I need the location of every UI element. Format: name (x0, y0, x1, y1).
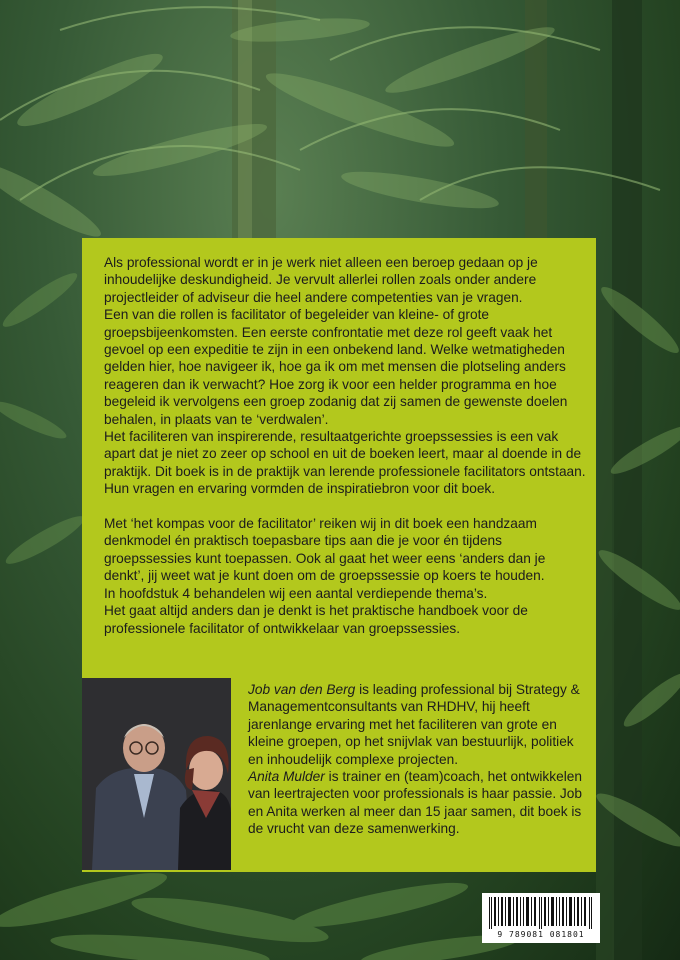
bio-anita (248, 768, 586, 838)
author-bio (248, 681, 586, 838)
paragraph-gap (104, 498, 586, 515)
barcode-bars (489, 897, 593, 929)
blurb-paragraph-3: Het faciliteren van inspirerende, resultaatgerichte groepssessies is een vak apart dat je niet zo zeer op school en uit de boeken leert, maar al doende in de praktijk. Dit boek is in de praktijk van lerende professionele facilitators ontstaan. Hun vragen en ervaring vormden de inspiratiebron voor dit boek. (104, 429, 586, 497)
author-name-job: Job van den Berg (248, 682, 356, 697)
text-panel (82, 238, 596, 872)
bio-anita-text: is trainer en (team)coach, het ontwikkelen van leertrajecten voor professionals is haar passie. Job en Anita werken al meer dan 15 jaar samen, dit boek is de vrucht van deze samenwerking. (248, 769, 583, 837)
bio-job (248, 681, 586, 768)
isbn-barcode (482, 893, 600, 943)
isbn-digits: 9 789081 081801 (497, 930, 585, 939)
author-portrait-illustration (82, 678, 231, 870)
blurb-paragraph-6: Het gaat altijd anders dan je denkt is het praktische handboek voor de professionele facilitator of ontwikkelaar van groepssessies. (104, 603, 528, 636)
bio-job-text: is leading professional bij Strategy & Managementconsultants van RHDHV, hij heeft jarenlange ervaring met het faciliteren van grote en kleine groepen, op het snijvlak van bestuurlijk, politiek en inhoudelijk complexe projecten. (248, 682, 580, 767)
author-photo (82, 678, 231, 870)
blurb-paragraph-2: Een van die rollen is facilitator of begeleider van kleine- of grote groepsbijeenkomsten. Een eerste confrontatie met deze rol geeft vaak het gevoel op een expeditie te zijn in een onbekend land. Welke wetmatigheden gelden hier, hoe navigeer ik, hoe ga ik om met mensen die plotseling anders reageren dan ik verwacht? Hoe zorg ik voor een helder programma en hoe begeleid ik vervolgens een groep zodanig dat zij samen de gewenste doelen behalen, in plaats van te ‘verdwalen’. (104, 307, 568, 427)
blurb-paragraph-5: In hoofdstuk 4 behandelen wij een aantal verdiepende thema’s. (104, 585, 488, 601)
author-name-anita: Anita Mulder (248, 769, 325, 785)
blurb-paragraph-4: Met ‘het kompas voor de facilitator’ reiken wij in dit boek een handzaam denkmodel én praktisch toepasbare tips aan die je voor én tijdens groepssessies kunt toepassen. Ook al gaat het weer eens ‘anders dan je denkt’, jij weet wat je kunt doen om de groepssessie op koers te houden. (104, 516, 546, 584)
blurb-paragraph-1: Als professional wordt er in je werk niet alleen een beroep gedaan op je inhoudelijke deskundigheid. Je vervult allerlei rollen zoals onder andere projectleider of adviseur die heel andere competenties van je vragen. (104, 255, 538, 305)
back-cover-blurb (104, 254, 586, 637)
